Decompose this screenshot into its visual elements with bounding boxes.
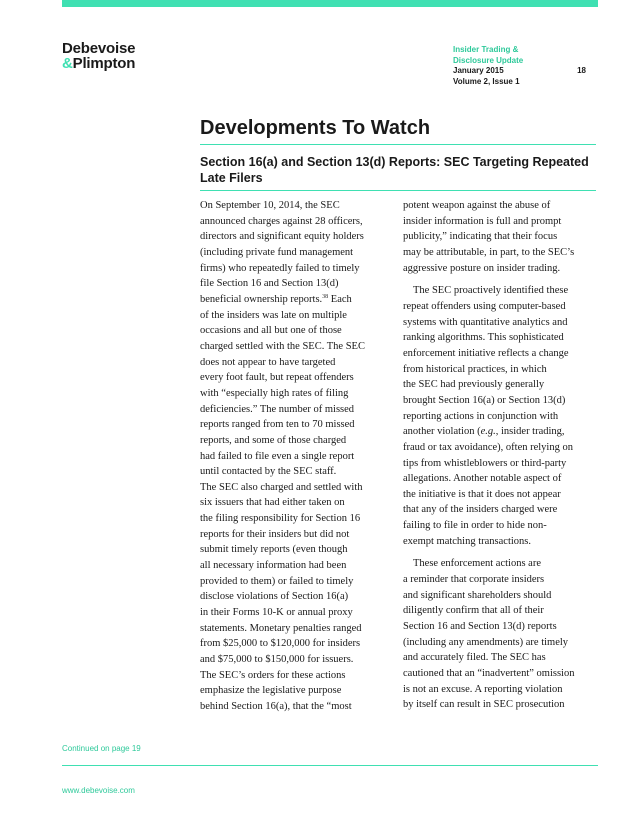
italic-text: e.g.	[480, 426, 496, 438]
body-line	[200, 527, 385, 543]
body-text: reports for their insiders but did not	[200, 528, 350, 540]
footer-divider	[62, 765, 598, 766]
body-line: The SEC proactively identified these	[413, 285, 569, 297]
body-text: charged settled with the SEC. The SEC	[200, 340, 365, 352]
footnote-ref: 38	[322, 293, 329, 300]
body-text: another violation (	[403, 426, 481, 438]
body-line	[200, 433, 385, 449]
body-text: (including private fund management	[200, 246, 354, 258]
body-text: submit timely reports (even though	[200, 544, 348, 556]
body-line	[200, 495, 385, 511]
paragraph-gap	[403, 549, 599, 556]
body-line: enforcement initiative reflects a change	[403, 347, 569, 359]
body-line	[200, 245, 385, 261]
body-line: insider information is full and prompt	[403, 215, 562, 227]
body-line: Section 16 and Section 13(d) reports	[403, 621, 557, 633]
body-line	[200, 652, 385, 668]
body-text: file Section 16 and Section 13(d)	[200, 278, 339, 290]
title-divider	[200, 144, 596, 145]
body-text: every foot fault, but repeat offenders	[200, 372, 354, 384]
body-text: emphasize the legislative purpose	[200, 685, 342, 697]
body-line	[200, 668, 385, 684]
body-line	[200, 574, 385, 590]
body-line	[200, 323, 385, 339]
body-line	[200, 292, 385, 308]
body-text: does not appear to have targeted	[200, 356, 336, 368]
body-line	[200, 276, 385, 292]
logo-line-1: Debevoise	[62, 40, 136, 57]
publication-info	[453, 45, 523, 87]
body-text: directors and significant equity holders	[200, 231, 364, 243]
body-text: statements. Monetary penalties ranged	[200, 622, 362, 634]
top-accent-bar	[62, 0, 598, 7]
body-line: and accurately filed. The SEC has	[403, 652, 546, 664]
body-text: of the insiders was late on multiple	[200, 309, 347, 321]
body-text: , insider trading,	[495, 426, 565, 438]
body-text: from $25,000 to $120,000 for insiders	[200, 638, 361, 650]
page-number: 18	[577, 66, 586, 75]
body-line: may be attributable, in part, to the SEC’s	[403, 246, 575, 258]
subtitle-line-2: Late Filers	[200, 171, 263, 185]
body-line: cautioned that an “inadvertent” omission	[403, 668, 575, 680]
body-line	[200, 214, 385, 230]
body-text: behind Section 16(a), that the “most	[200, 701, 352, 712]
body-line: diligently confirm that all of their	[403, 605, 544, 617]
body-line	[200, 417, 385, 433]
publication-title-line-1: Insider Trading &	[453, 45, 519, 54]
body-line	[200, 511, 385, 527]
body-text: Each	[328, 293, 352, 305]
body-text: provided to them) or failed to timely	[200, 575, 354, 587]
body-line	[200, 449, 385, 465]
body-line: brought Section 16(a) or Section 13(d)	[403, 394, 566, 406]
body-line: publicity,” indicating that their focus	[403, 231, 558, 243]
body-line: exempt matching transactions.	[403, 535, 532, 547]
body-text: until contacted by the SEC staff.	[200, 466, 337, 478]
body-line	[200, 229, 385, 245]
body-line: systems with quantitative analytics and	[403, 316, 568, 328]
body-text: six issuers that had either taken on	[200, 497, 345, 509]
body-line: reporting actions in conjunction with	[403, 410, 559, 422]
body-line: failing to file in order to hide non-	[403, 520, 547, 532]
continued-link[interactable]: Continued on page 19	[62, 744, 141, 753]
footer-url-link[interactable]: www.debevoise.com	[62, 786, 135, 795]
body-line	[200, 386, 385, 402]
body-line: by itself can result in SEC prosecution	[403, 699, 565, 711]
body-line	[200, 308, 385, 324]
body-line: allegations. Another notable aspect of	[403, 473, 562, 485]
article-column-right	[403, 198, 599, 713]
body-line: ranking algorithms. This sophisticated	[403, 332, 564, 344]
body-line: potent weapon against the abuse of	[403, 200, 551, 211]
body-line	[200, 683, 385, 699]
body-line	[200, 636, 385, 652]
body-text: The SEC also charged and settled with	[200, 481, 363, 493]
body-text: disclose violations of Section 16(a)	[200, 591, 349, 603]
body-line	[200, 402, 385, 418]
body-line	[200, 542, 385, 558]
article-column-left	[200, 198, 385, 715]
body-line: repeat offenders using computer-based	[403, 300, 566, 312]
body-line: a reminder that corporate insiders	[403, 574, 545, 586]
body-line	[200, 589, 385, 605]
logo-line-2	[62, 56, 135, 71]
body-text: beneficial ownership reports.	[200, 293, 323, 305]
body-text: announced charges against 28 officers,	[200, 215, 363, 227]
body-line	[200, 605, 385, 621]
body-line: from historical practices, in which	[403, 363, 547, 375]
body-line	[403, 424, 599, 440]
body-line: is not an excuse. A reporting violation	[403, 683, 563, 695]
article-subtitle	[200, 154, 600, 186]
body-text: firms) who repeatedly failed to timely	[200, 262, 360, 274]
issue-date: January 2015	[453, 66, 504, 75]
body-line	[200, 464, 385, 480]
body-line	[200, 370, 385, 386]
body-line	[200, 261, 385, 277]
body-line	[200, 339, 385, 355]
body-text: in their Forms 10-K or annual proxy	[200, 607, 353, 619]
logo-plimpton: Plimpton	[72, 55, 136, 72]
paragraph-gap	[403, 276, 599, 283]
subtitle-divider	[200, 190, 596, 191]
body-text: On September 10, 2014, the SEC	[200, 200, 340, 211]
body-text: occasions and all but one of those	[200, 325, 342, 337]
firm-logo[interactable]	[62, 41, 135, 71]
body-text: the filing responsibility for Section 16	[200, 513, 361, 525]
publication-title-line-2: Disclosure Update	[453, 55, 524, 65]
subtitle-line-1: Section 16(a) and Section 13(d) Reports: SEC Targeting Repeated	[200, 155, 589, 169]
body-text: with “especially high rates of filing	[200, 387, 349, 399]
body-line: tips from whistleblowers or third-party	[403, 457, 567, 469]
body-text: had failed to file even a single report	[200, 450, 355, 462]
body-line	[200, 355, 385, 371]
body-line: fraud or tax avoidance), often relying on	[403, 441, 573, 453]
body-text: deficiencies.” The number of missed	[200, 403, 355, 415]
body-text: reports ranged from ten to 70 missed	[200, 419, 355, 431]
body-text: The SEC’s orders for these actions	[200, 669, 346, 681]
body-line	[200, 558, 385, 574]
body-line	[200, 621, 385, 637]
body-line	[200, 699, 385, 715]
body-line: that any of the insiders charged were	[403, 504, 558, 516]
body-line: the SEC had previously generally	[403, 379, 545, 391]
body-text: all necessary information had been	[200, 560, 347, 572]
body-line: These enforcement actions are	[413, 558, 541, 570]
body-line	[200, 480, 385, 496]
section-title: Developments To Watch	[200, 117, 431, 139]
body-text: reports, and some of those charged	[200, 434, 347, 446]
issue-volume: Volume 2, Issue 1	[453, 76, 520, 86]
body-line: (including any amendments) are timely	[403, 636, 569, 648]
body-line: and significant shareholders should	[403, 589, 552, 601]
body-line	[200, 198, 385, 214]
body-line: aggressive posture on insider trading.	[403, 262, 561, 274]
body-text: and $75,000 to $150,000 for issuers.	[200, 654, 354, 666]
logo-ampersand: &	[62, 55, 73, 72]
body-line: the initiative is that it does not appear	[403, 488, 561, 500]
